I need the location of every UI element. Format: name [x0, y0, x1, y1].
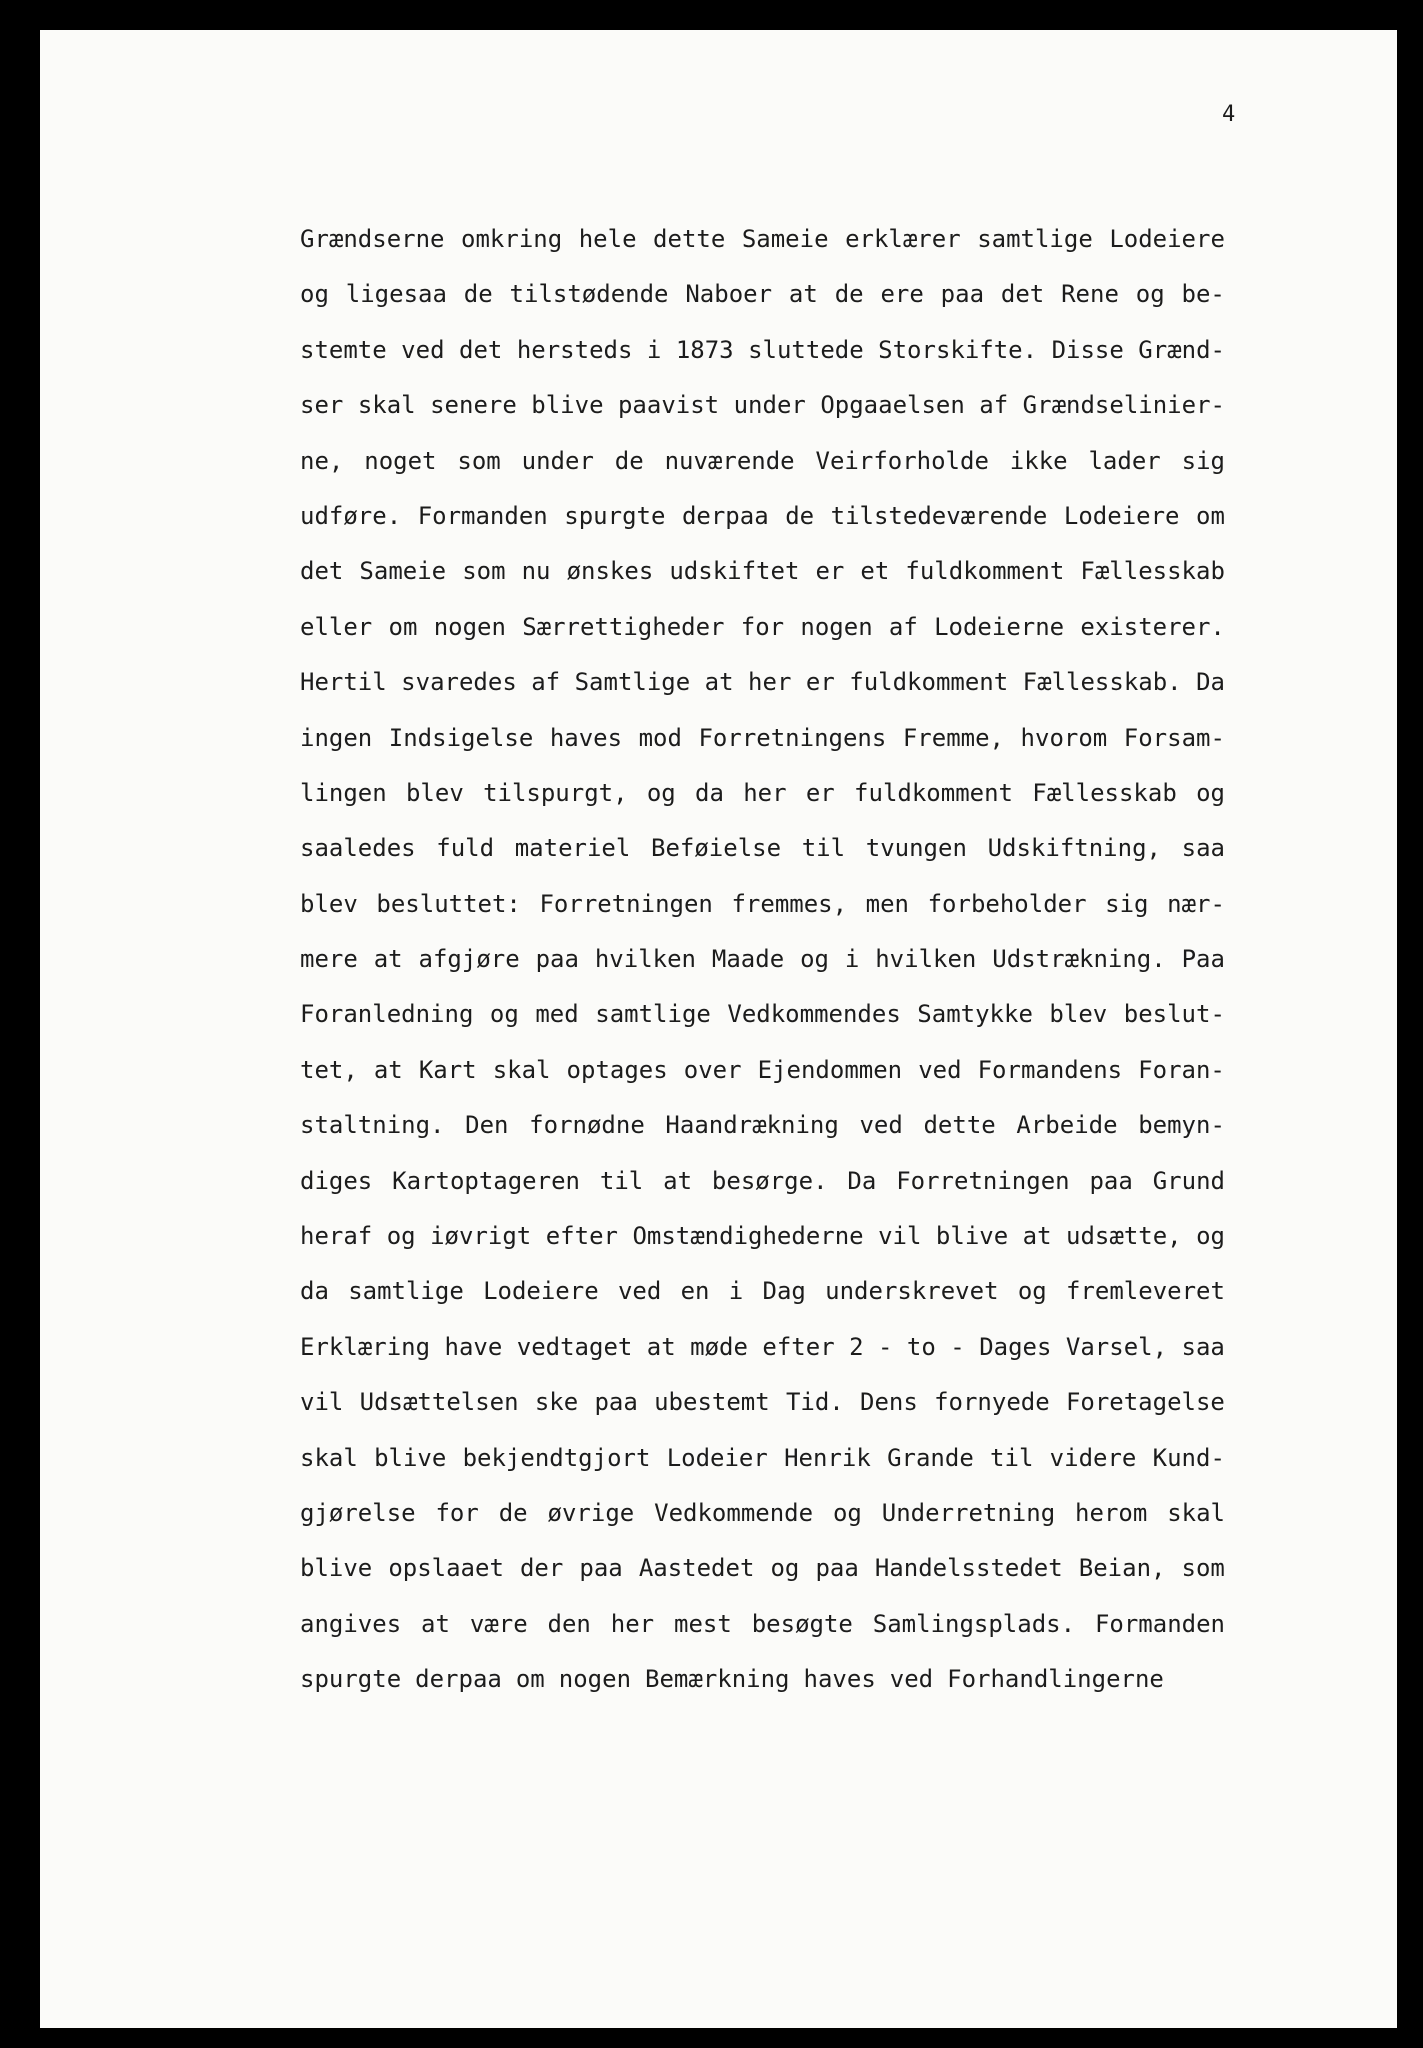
word: at [663, 1166, 693, 1195]
word: nogen [433, 612, 506, 641]
text-line [300, 833, 1225, 888]
word: Naboer [685, 280, 773, 309]
word: at [1022, 1222, 1052, 1251]
word: her [610, 1609, 655, 1638]
word: af [531, 668, 561, 697]
word: tilspurgt, [483, 778, 628, 807]
word: Grande [887, 1443, 974, 1472]
word: Samlingsplads. [872, 1609, 1076, 1638]
word: Lodeiere [483, 1277, 599, 1306]
word: hele [578, 225, 637, 253]
word: om [1196, 501, 1225, 530]
word: Udsættelsen [359, 1388, 519, 1417]
text-line [300, 224, 1225, 279]
word: Grændserne [300, 225, 445, 253]
word: saa [1181, 1332, 1225, 1361]
word: med [535, 1000, 579, 1029]
word: Beian, [1078, 1554, 1166, 1583]
word: underskrevet [825, 1277, 999, 1306]
word: mere [300, 945, 358, 974]
word: Forsam- [1123, 723, 1225, 752]
word: at [421, 1609, 450, 1638]
word: Storskifte. [878, 335, 1038, 364]
word: at [373, 1055, 403, 1084]
word: under [733, 391, 806, 420]
word: bemyn- [1138, 1111, 1225, 1140]
word: saa [1181, 834, 1225, 863]
word: og [1196, 778, 1225, 807]
text-line [300, 1387, 1225, 1442]
word: Foranledning [300, 1000, 474, 1029]
word: skal [1167, 1498, 1225, 1527]
word: spurgte [300, 1665, 402, 1694]
word: Sameie [741, 225, 829, 253]
word: af [979, 391, 1009, 420]
word: til [599, 1166, 644, 1195]
word: om [515, 1665, 545, 1694]
word: Dens [860, 1388, 918, 1417]
word: paavist [617, 391, 720, 420]
word: vil [300, 1388, 344, 1417]
word: gjørelse [300, 1498, 416, 1527]
word: Forretningens [698, 723, 887, 752]
word: Handelsstedet [874, 1554, 1063, 1583]
word: er [805, 668, 835, 697]
word: lader [1088, 446, 1161, 475]
word: blive [374, 1443, 447, 1472]
word: mod [638, 723, 682, 752]
word: ønskes [566, 557, 654, 586]
word: at [373, 945, 403, 974]
word: Den [465, 1111, 509, 1140]
word: existerer. [1080, 612, 1225, 641]
word: Bemærkning [645, 1665, 790, 1694]
word: til [990, 1443, 1034, 1472]
word: fuldkomment [849, 668, 1009, 697]
word: forbeholder [927, 889, 1087, 918]
word: ske [534, 1388, 579, 1417]
word: paa [1089, 1166, 1133, 1195]
word: - [878, 1332, 893, 1361]
word: eller [300, 612, 373, 641]
word: Opgaaelsen [820, 391, 965, 420]
word: Forhandlingerne [947, 1665, 1164, 1694]
word: og [832, 1498, 862, 1527]
word: dette [923, 1111, 996, 1140]
word: tvungen [865, 834, 967, 863]
word: Formandens [977, 1055, 1123, 1084]
word: sig [1105, 889, 1149, 918]
word: en [680, 1277, 710, 1306]
word: fremmes, [731, 889, 848, 918]
word: efter [762, 1332, 835, 1361]
word: i [646, 335, 662, 364]
word: Særrettigheder [522, 612, 725, 641]
word: Erklæring [300, 1332, 431, 1361]
word: det [459, 335, 503, 364]
word: at [704, 668, 734, 697]
word: af [888, 612, 918, 641]
word: til [801, 834, 846, 863]
word: de [785, 501, 815, 530]
word: sluttede [748, 335, 864, 364]
text-line [300, 279, 1225, 334]
word: Lodeier [666, 1443, 768, 1472]
word: diges [300, 1166, 373, 1195]
word: Udskiftning, [987, 834, 1161, 863]
word: lingen [300, 778, 387, 807]
word: dette [653, 225, 726, 253]
word: Samtlige [574, 668, 691, 697]
word: haves [803, 1665, 876, 1694]
word: men [865, 889, 910, 918]
word: blev [300, 889, 358, 918]
word: 2 [849, 1332, 864, 1361]
word: - [950, 1332, 965, 1361]
word: svaredes [401, 668, 517, 697]
word: stemte [300, 335, 387, 364]
word: tet, [300, 1055, 358, 1084]
word: hersteds [516, 335, 633, 364]
word: og [800, 945, 829, 974]
word: ikke [1009, 446, 1068, 475]
word: Grænd- [1138, 335, 1225, 364]
word: noget [364, 446, 437, 475]
word: Formanden [417, 501, 548, 530]
word: omkring [461, 225, 563, 253]
word: i [728, 1277, 744, 1306]
text-line [300, 1055, 1225, 1110]
text-line [300, 889, 1225, 944]
word: fremleveret [1066, 1277, 1225, 1306]
word: her [743, 778, 787, 807]
word: og [646, 778, 676, 807]
word: to [906, 1332, 936, 1361]
word: haves [549, 723, 623, 752]
word: paa [940, 280, 985, 309]
word: tilstedeværende [830, 501, 1048, 530]
word: øvrige [547, 1498, 635, 1527]
word: blive [300, 1554, 373, 1583]
word: vil [878, 1222, 922, 1251]
word: angives [300, 1609, 402, 1638]
word: der [519, 1554, 564, 1583]
word: Grund [1152, 1166, 1225, 1195]
word: Da [847, 1166, 877, 1195]
word: ved [889, 1665, 934, 1694]
word: Beføielse [651, 834, 782, 863]
word: Dages [979, 1332, 1052, 1361]
word: Hertil [300, 668, 387, 697]
word: besøgte [751, 1609, 853, 1638]
word: nær- [1167, 889, 1225, 918]
word: og [1135, 280, 1165, 309]
word: Omstændighederne [632, 1222, 864, 1251]
word: Kund- [1152, 1443, 1225, 1472]
word: de [614, 446, 644, 475]
word: udføre. [300, 501, 402, 530]
word: ere [880, 280, 924, 309]
text-line [300, 390, 1225, 445]
word: og [489, 1000, 519, 1029]
word: Fællesskab. [1022, 668, 1182, 697]
word: Kartoptageren [392, 1166, 580, 1195]
word: Foran- [1138, 1055, 1225, 1084]
word: blev [405, 778, 464, 807]
word: Maade [711, 945, 785, 974]
word: ubestemt [654, 1388, 770, 1417]
word: Fremme, [902, 723, 1005, 752]
word: over [683, 1055, 742, 1084]
word: vedtaget [516, 1332, 633, 1361]
word: hvorom [1020, 723, 1108, 752]
word: 1873 [675, 335, 734, 364]
text-line [300, 501, 1225, 556]
word: møde [690, 1332, 748, 1361]
word: nuværende [664, 446, 795, 475]
word: og [386, 1222, 416, 1251]
word: for [435, 1498, 479, 1527]
text-line [300, 612, 1225, 667]
word: iøvrigt [430, 1222, 532, 1251]
word: materiel [514, 834, 631, 863]
word: paa [535, 945, 579, 974]
word: er [805, 778, 835, 807]
word: videre [1049, 1443, 1137, 1472]
word: som [1181, 1554, 1225, 1583]
text-line [300, 1166, 1225, 1221]
word: Grændselinier- [1022, 391, 1225, 420]
word: at [646, 1332, 676, 1361]
text-line [300, 556, 1225, 611]
word: fornyede [934, 1388, 1050, 1417]
page-number: 4 [1222, 102, 1236, 127]
word: blev [1049, 1000, 1108, 1029]
word: beslut- [1123, 1000, 1225, 1029]
word: ved [617, 1277, 662, 1306]
word: Underretning [881, 1498, 1056, 1527]
body-text [300, 224, 1225, 1720]
word: ser [300, 391, 344, 420]
word: tilstødende [509, 280, 669, 309]
word: fuldkomment [905, 557, 1065, 586]
word: nu [521, 557, 551, 586]
word: Fællesskab [1032, 778, 1177, 807]
text-line [300, 1553, 1225, 1608]
word: og [1196, 1222, 1225, 1251]
word: hvilken [875, 945, 977, 974]
word: for [740, 612, 785, 641]
word: fornødne [529, 1111, 645, 1140]
word: udsætte, [1066, 1222, 1182, 1251]
word: blive [531, 391, 604, 420]
word: Vedkommendes [727, 1000, 901, 1029]
word: Samtykke [917, 1000, 1033, 1029]
word: Kart [418, 1055, 477, 1084]
word: her [748, 668, 792, 697]
word: opslaaet [388, 1554, 504, 1583]
text-line [300, 446, 1225, 501]
text-line [300, 1110, 1225, 1165]
word: besørge. [711, 1166, 828, 1195]
word: i [844, 945, 860, 974]
word: nogen [558, 1665, 632, 1694]
word: paa [815, 1554, 859, 1583]
word: besluttet: [376, 889, 521, 918]
word: samtlige [977, 225, 1093, 253]
word: Fællesskab [1080, 557, 1225, 586]
word: ved [401, 335, 445, 364]
text-line [300, 335, 1225, 390]
word: Dag [762, 1277, 806, 1306]
word: Arbeide [1016, 1111, 1118, 1140]
text-line [300, 1498, 1225, 1553]
word: Tid. [785, 1388, 844, 1417]
word: herom [1075, 1498, 1148, 1527]
word: have [444, 1332, 503, 1361]
word: paa [579, 1554, 623, 1583]
word: Vedkommende [654, 1498, 814, 1527]
word: Henrik [784, 1443, 871, 1472]
word: Da [1196, 668, 1225, 697]
word: samtlige [348, 1277, 464, 1306]
word: om [388, 612, 418, 641]
word: staltning. [300, 1111, 445, 1140]
word: Foretagelse [1065, 1388, 1225, 1417]
word: bekjendtgjort [462, 1443, 651, 1472]
word: de [498, 1498, 528, 1527]
word: den [547, 1609, 591, 1638]
word: samtlige [595, 1000, 711, 1029]
word: optages [566, 1055, 668, 1084]
text-line [300, 944, 1225, 999]
word: Sameie [359, 557, 447, 586]
word: ved [918, 1055, 962, 1084]
word: derpaa [681, 501, 769, 530]
text-line [300, 723, 1225, 778]
text-line [300, 1609, 1225, 1664]
word: Indsigelse [388, 723, 534, 752]
word: Varsel, [1065, 1332, 1168, 1361]
word: erklærer [845, 225, 961, 253]
word: Disse [1051, 335, 1124, 364]
word: nogen [800, 612, 873, 641]
word: Ejendommen [757, 1055, 903, 1084]
word: Formanden [1094, 1609, 1225, 1638]
word: de [834, 280, 864, 309]
word: da [300, 1277, 329, 1306]
word: Aastedet [638, 1554, 755, 1583]
word: fuldkomment [854, 778, 1013, 807]
text-line [300, 1221, 1225, 1276]
word: Lodeierne [934, 612, 1065, 641]
word: paa [594, 1388, 638, 1417]
word: blive [935, 1222, 1009, 1251]
word: og [770, 1554, 800, 1583]
text-line [300, 1332, 1225, 1387]
word: være [469, 1609, 528, 1638]
word: ingen [300, 723, 373, 752]
word: og [300, 280, 329, 309]
text-line [300, 999, 1225, 1054]
word: ligesaa [345, 280, 447, 309]
word: er [815, 557, 845, 586]
word: som [462, 557, 506, 586]
word: og [1017, 1277, 1047, 1306]
word: Veirforholde [815, 446, 989, 475]
word: under [521, 446, 594, 475]
word: Lodeiere [1063, 501, 1180, 530]
word: Lodeiere [1109, 225, 1225, 253]
word: da [695, 778, 724, 807]
text-line [300, 778, 1225, 833]
word: be- [1181, 280, 1225, 309]
word: skal [300, 1443, 358, 1472]
word: de [463, 280, 493, 309]
word: et [860, 557, 890, 586]
word: skal [492, 1055, 551, 1084]
text-line [300, 1664, 1225, 1719]
word: Paa [1181, 945, 1225, 974]
word: spurgte [564, 501, 666, 530]
word: som [457, 446, 501, 475]
word: Udstrækning. [992, 945, 1166, 974]
word: det [1000, 280, 1045, 309]
word: fuld [436, 834, 495, 863]
document-page [40, 30, 1397, 2028]
text-line [300, 667, 1225, 722]
word: heraf [300, 1222, 373, 1251]
word: ne, [300, 446, 344, 475]
word: sig [1181, 446, 1225, 475]
word: senere [430, 391, 517, 420]
word: Forretningen [896, 1166, 1070, 1195]
word: hvilken [594, 945, 696, 974]
word: afgjøre [418, 945, 520, 974]
word: Forretningen [539, 889, 713, 918]
word: det [300, 557, 344, 586]
word: efter [545, 1222, 618, 1251]
word: derpaa [415, 1665, 502, 1694]
word: mest [674, 1609, 732, 1638]
word: skal [357, 391, 416, 420]
word: ved [859, 1111, 903, 1140]
text-line [300, 1276, 1225, 1331]
word: Rene [1061, 280, 1119, 309]
word: udskiftet [669, 557, 800, 586]
text-line [300, 1443, 1225, 1498]
word: Haandrækning [665, 1111, 839, 1140]
word: saaledes [300, 834, 416, 863]
word: at [788, 280, 818, 309]
